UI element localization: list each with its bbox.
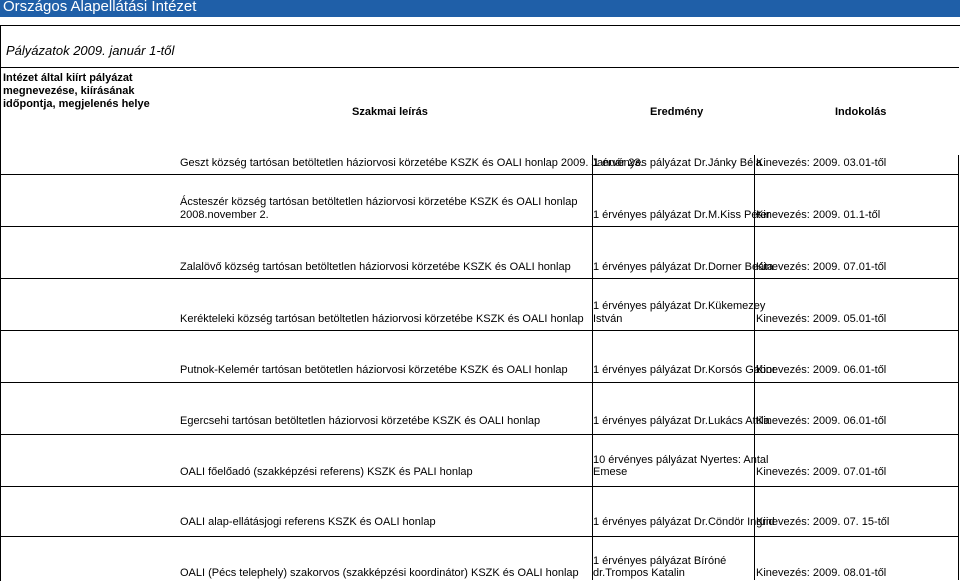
- header-szakmai-leiras: Szakmai leírás: [352, 106, 428, 118]
- row-zalalovo-leiras: Zalalövő község tartósan betöltetlen háziorvosi körzetébe KSZK és OALI honlap: [180, 261, 571, 273]
- row-divider: [0, 486, 959, 487]
- row-geszt-leiras: Geszt község tartósan betöltetlen háziorvosi körzetébe KSZK és OALI honlap 2009. Január 23.: [180, 157, 644, 169]
- row-pecs-leiras: OALI (Pécs telephely) szakorvos (szakképzési koordinátor) KSZK és OALI honlap: [180, 567, 579, 579]
- row-divider: [0, 278, 959, 279]
- row-egercsehi-indokolas: Kinevezés: 2009. 06.01-től: [756, 415, 887, 427]
- row-referens-leiras: OALI alap-ellátásjogi referens KSZK és OALI honlap: [180, 516, 436, 528]
- row-pecs-eredmeny-2: dr.Trompos Katalin: [593, 567, 685, 579]
- row-acsteszer-eredmeny: 1 érvényes pályázat Dr.M.Kiss Péter: [593, 209, 771, 221]
- row-egercsehi-leiras: Egercsehi tartósan betöltetlen háziorvosi körzetébe KSZK és OALI honlap: [180, 415, 541, 427]
- row-kerekteleki-indokolas: Kinevezés: 2009. 05.01-től: [756, 313, 887, 325]
- row-foeloado-indokolas: Kinevezés: 2009. 07.01-től: [756, 466, 887, 478]
- row-divider: [0, 67, 959, 68]
- sheet-subtitle: Pályázatok 2009. január 1-től: [6, 43, 175, 58]
- row-acsteszer-datum: 2008.november 2.: [180, 209, 269, 221]
- row-pecs-eredmeny: 1 érvényes pályázat Bíróné: [593, 555, 727, 567]
- row-acsteszer-indokolas: Kinevezés: 2009. 01.1-től: [756, 209, 881, 221]
- row-divider: [0, 226, 959, 227]
- header-eredmeny: Eredmény: [650, 106, 704, 118]
- row-divider: [0, 174, 959, 175]
- row-foeloado-eredmeny: 10 érvényes pályázat Nyertes: Antal: [593, 454, 769, 466]
- row-geszt-eredmeny: 1 érvényes pályázat Dr.Jánky Béla: [593, 157, 762, 169]
- row-kerekteleki-eredmeny: 1 érvényes pályázat Dr.Kükemezey: [593, 300, 766, 312]
- row-divider: [0, 434, 959, 435]
- header-intezet: Intézet által kiírt pályázat megnevezése, kiírásának időpontja, megjelenés helye: [3, 72, 150, 110]
- row-zalalovo-eredmeny: 1 érvényes pályázat Dr.Dorner Beáta: [593, 261, 774, 273]
- row-zalalovo-indokolas: Kinevezés: 2009. 07.01-től: [756, 261, 887, 273]
- row-acsteszer-leiras: Ácsteszér község tartósan betöltetlen háziorvosi körzetébe KSZK és OALI honlap: [180, 196, 578, 208]
- row-referens-indokolas: Kinevezés: 2009. 07. 15-től: [756, 516, 890, 528]
- col-divider-right: [958, 155, 959, 580]
- row-kerekteleki-eredmeny-2: István: [593, 313, 623, 325]
- header-indokolas: Indokolás: [835, 106, 887, 118]
- row-divider: [0, 330, 959, 331]
- row-pecs-indokolas: Kinevezés: 2009. 08.01-től: [756, 567, 887, 579]
- title-banner: [0, 0, 960, 17]
- org-title: Országos Alapellátási Intézet: [3, 0, 197, 15]
- row-putnok-eredmeny: 1 érvényes pályázat Dr.Korsós Gábor: [593, 364, 776, 376]
- row-referens-eredmeny: 1 érvényes pályázat Dr.Cöndör Ingrid: [593, 516, 775, 528]
- row-kerekteleki-leiras: Kerékteleki község tartósan betöltetlen háziorvosi körzetébe KSZK és OALI honlap: [180, 313, 584, 325]
- row-geszt-indokolas: Kinevezés: 2009. 03.01-től: [756, 157, 887, 169]
- row-putnok-leiras: Putnok-Kelemér tartósan betötetlen háziorvosi körzetébe KSZK és OALI honlap: [180, 364, 568, 376]
- row-putnok-indokolas: Kinevezés: 2009. 06.01-től: [756, 364, 887, 376]
- row-divider: [0, 382, 959, 383]
- row-foeloado-eredmeny-2: Emese: [593, 466, 628, 478]
- row-divider: [0, 536, 959, 537]
- row-foeloado-leiras: OALI főelőadó (szakképzési referens) KSZK és PALI honlap: [180, 466, 473, 478]
- row-egercsehi-eredmeny: 1 érvényes pályázat Dr.Lukács Attila: [593, 415, 770, 427]
